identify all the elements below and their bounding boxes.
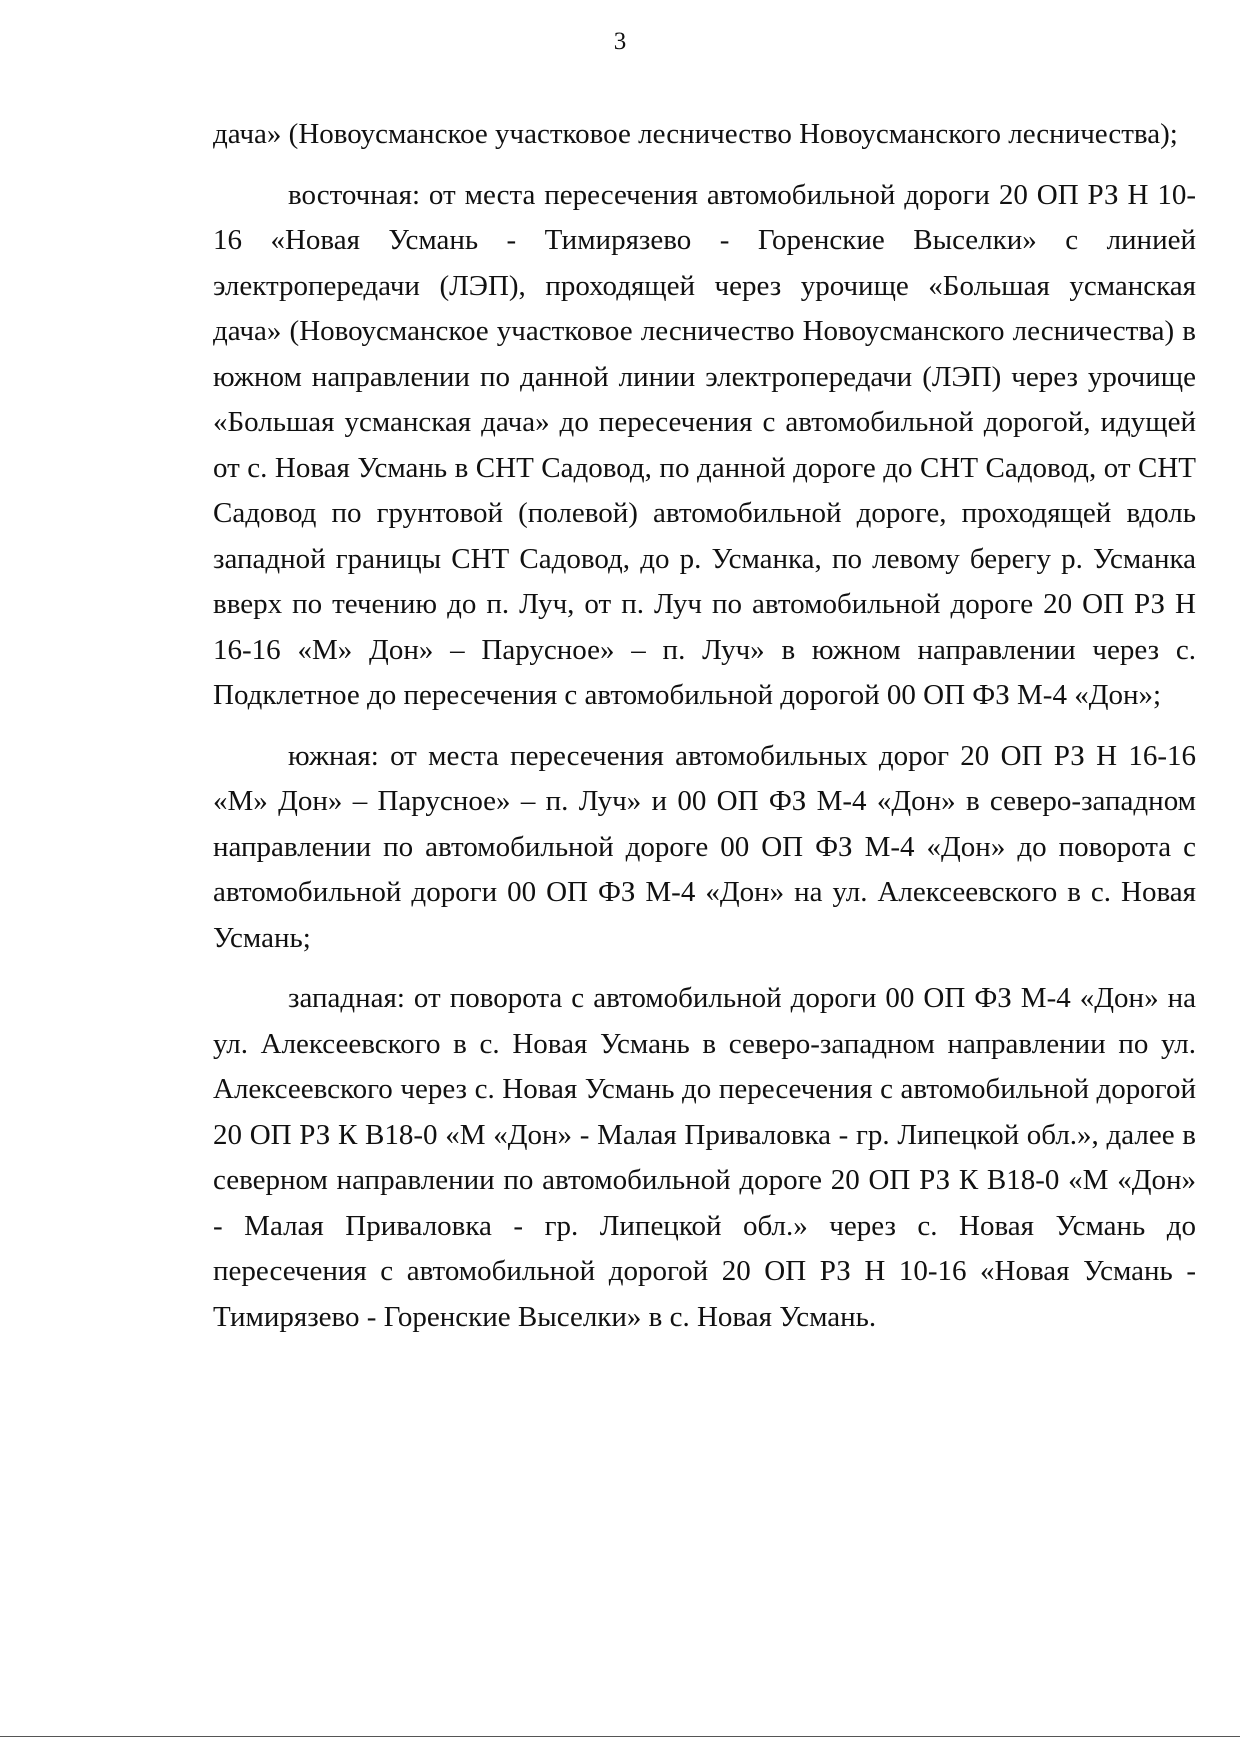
paragraph-continuation: дача» (Новоусманское участковое лесничество Новоусманского лесничества);: [213, 118, 1178, 150]
paragraph-eastern-boundary: восточная: от места пересечения автомобильной дороги 20 ОП РЗ Н 10-16 «Новая Усмань - Тимирязево - Горенские Выселки» с линией электропередачи (ЛЭП), проходящей через урочище «Большая усманская дача» (Новоусманское участковое лесничество Новоусманского лесничества) в южном направлении по данной линии электропередачи (ЛЭП) через урочище «Большая усманская дача» до пересечения с автомобильной дорогой, идущей от с. Новая Усмань в СНТ Садовод, по данной дороге до СНТ Садовод, от СНТ Садовод по грунтовой (полевой) автомобильной дороге, проходящей вдоль западной границы СНТ Садовод, до р. Усманка, по левому берегу р. Усманка вверх по течению до п. Луч, от п. Луч по автомобильной дороге 20 ОП РЗ Н 16-16 «М» Дон» – Парусное» – п. Луч» в южном направлении через с. Подклетное до пересечения с автомобильной дорогой 00 ОП ФЗ М-4 «Дон»;: [213, 178, 1196, 711]
document-body: [213, 112, 1196, 1340]
page-number: 3: [613, 28, 627, 55]
bottom-edge-line: [0, 1736, 1240, 1737]
paragraph-southern-boundary: южная: от места пересечения автомобильных дорог 20 ОП РЗ Н 16-16 «М» Дон» – Парусное» – п. Луч» и 00 ОП ФЗ М-4 «Дон» в северо-западном направлении по автомобильной дороге 00 ОП ФЗ М-4 «Дон» до поворота с автомобильной дороги 00 ОП ФЗ М-4 «Дон» на ул. Алексеевского в с. Новая Усмань;: [213, 739, 1196, 954]
paragraph-western-boundary: западная: от поворота с автомобильной дороги 00 ОП ФЗ М-4 «Дон» на ул. Алексеевского в с. Новая Усмань в северо-западном направлении по ул. Алексеевского через с. Новая Усмань до пересечения с автомобильной дорогой 20 ОП РЗ К В18-0 «М «Дон» - Малая Приваловка - гр. Липецкой обл.», далее в северном направлении по автомобильной дороге 20 ОП РЗ К В18-0 «М «Дон» - Малая Приваловка - гр. Липецкой обл.» через с. Новая Усмань до пересечения с автомобильной дорогой 20 ОП РЗ Н 10-16 «Новая Усмань - Тимирязево - Горенские Выселки» в с. Новая Усмань.: [213, 982, 1196, 1333]
